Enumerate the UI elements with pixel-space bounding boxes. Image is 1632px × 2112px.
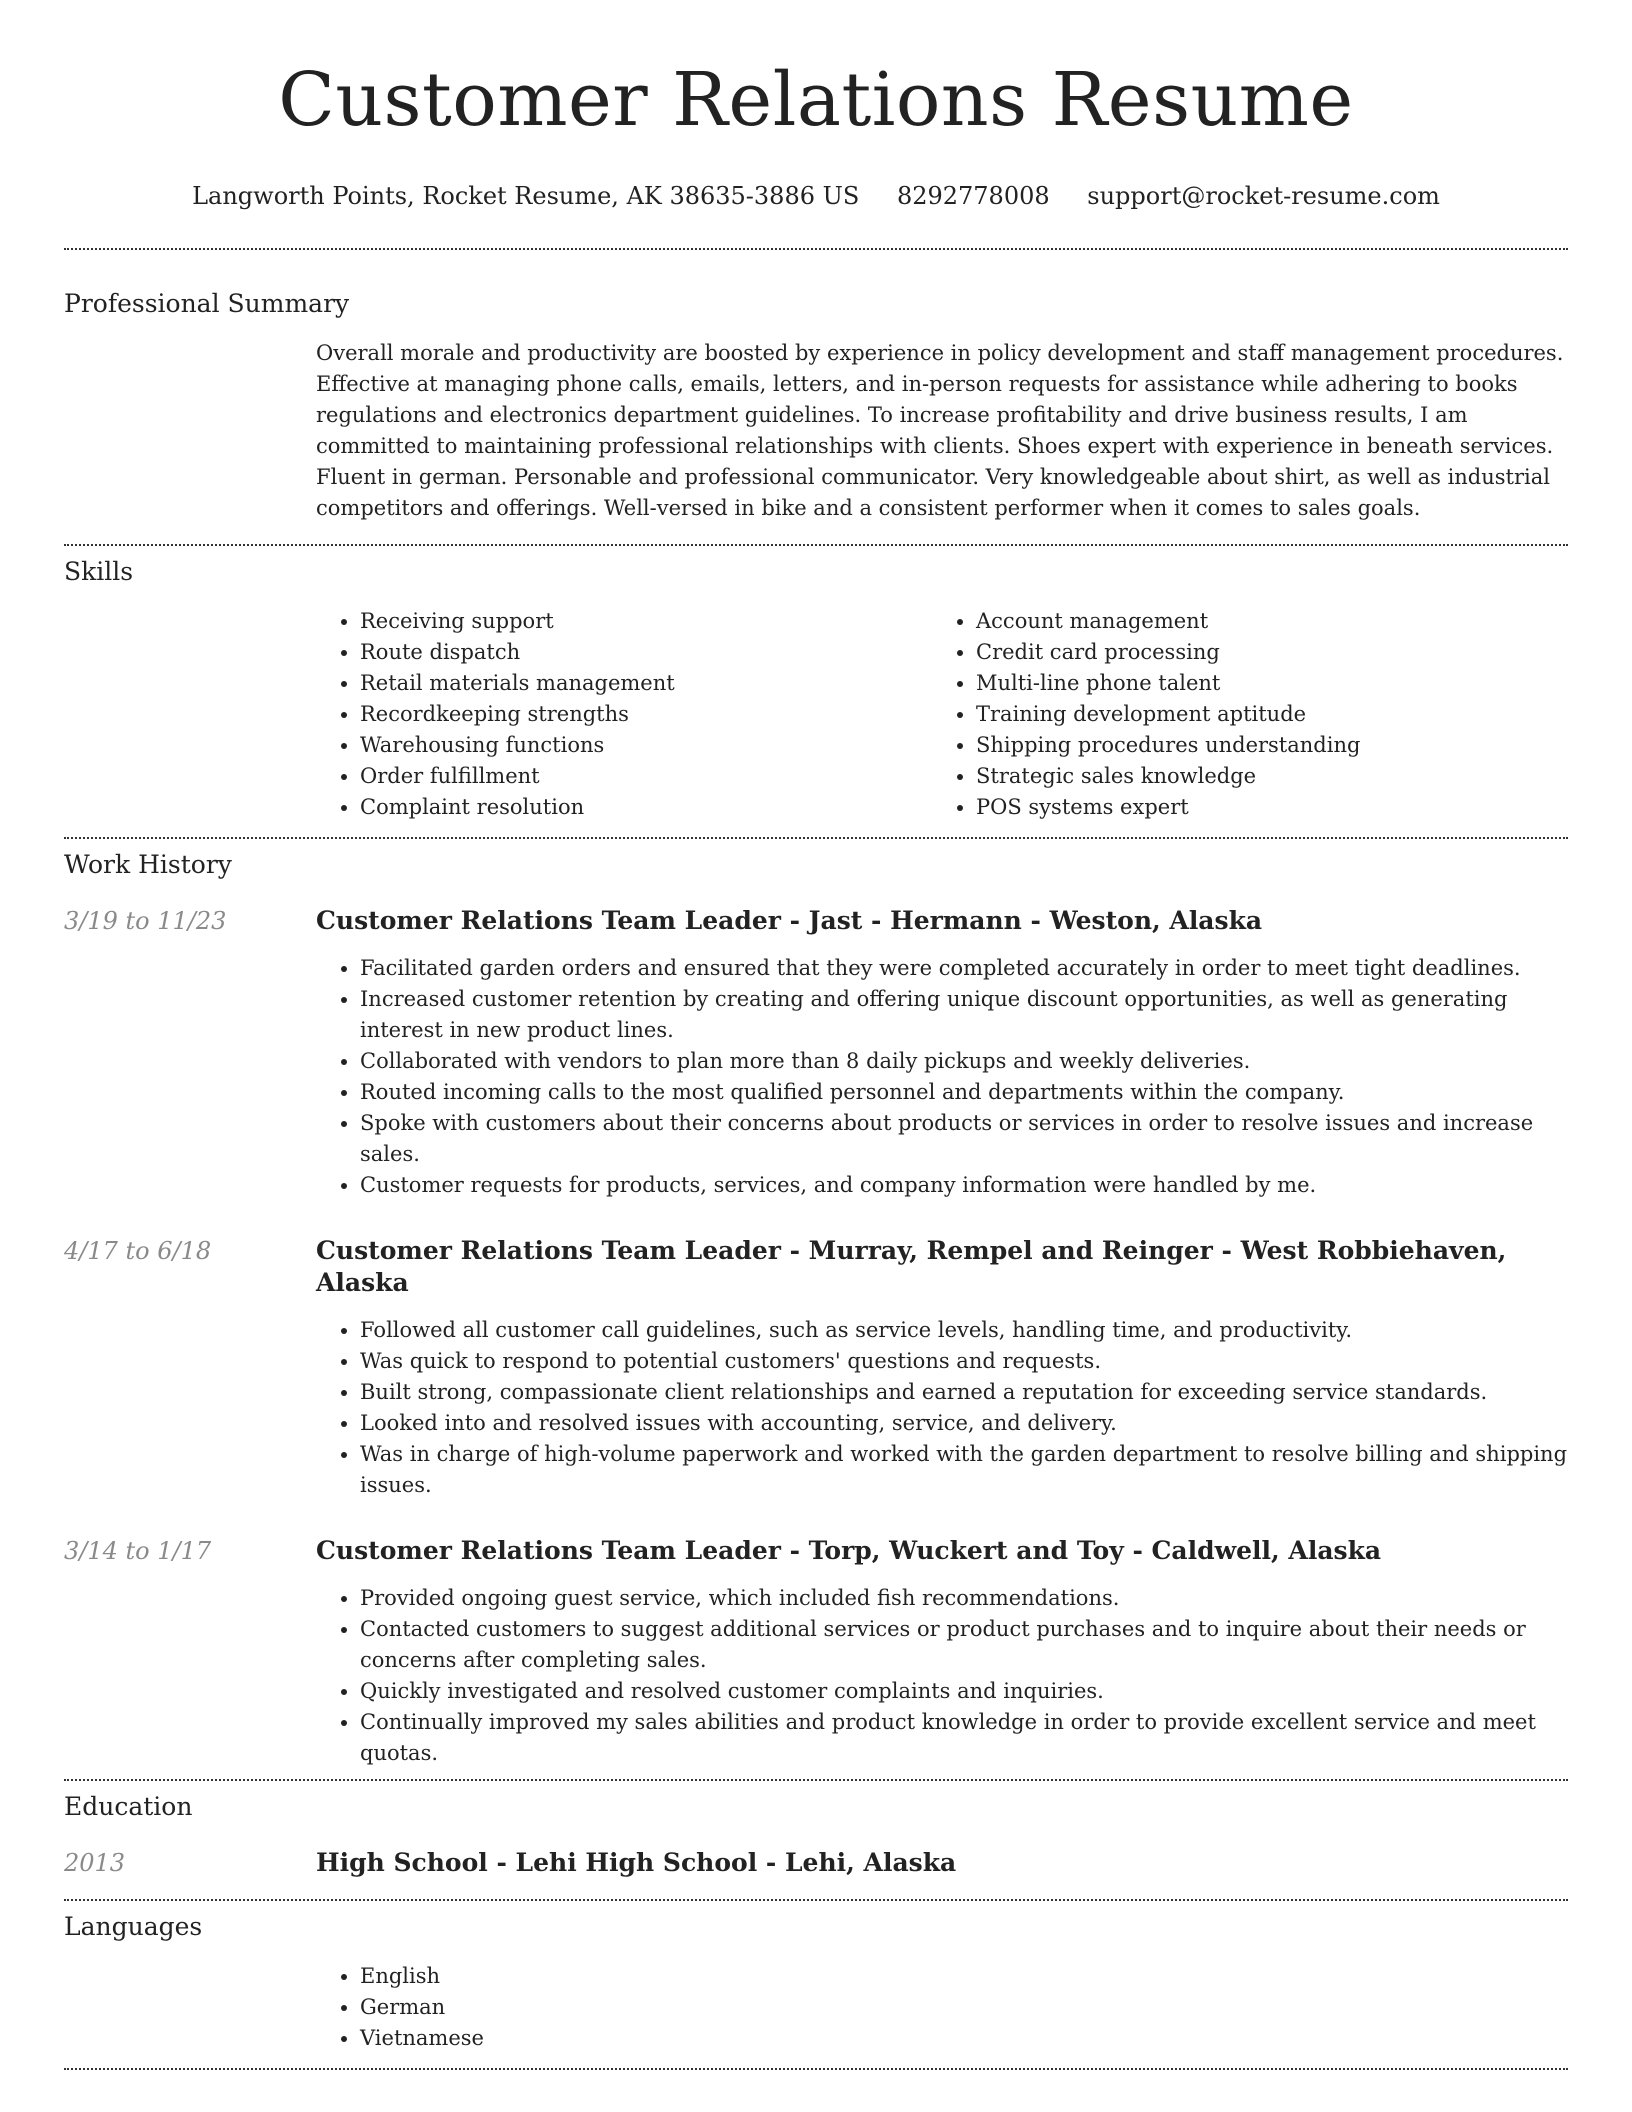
list-item: • Complaint resolution: [360, 792, 932, 823]
languages-heading: Languages: [64, 1912, 203, 1941]
skills-list-right: [932, 606, 1360, 823]
summary-text: Overall morale and productivity are boosted by experience in policy development and staff management procedures. Effective at managing phone calls, emails, letters, and in-person requests for assistance while adhering to books regulations and electronics department guidelines. To increase profitability and drive business results, I am committed to maintaining professional relationships with clients. Shoes expert with experience in beneath services. Fluent in german. Personable and professional communicator. Very knowledgeable about shirt, as well as industrial competitors and offerings. Well-versed in bike and a consistent performer when it comes to sales goals.: [316, 341, 1564, 520]
list-item: • Customer requests for products, services, and company information were handled by me.: [360, 1170, 1568, 1201]
languages-section: [64, 1901, 1568, 2054]
job-entry: [64, 1235, 1568, 1501]
job-title: Customer Relations Team Leader - Murray, Rempel and Reinger - West Robbiehaven, Alaska: [316, 1236, 1507, 1297]
list-item: • Quickly investigated and resolved customer complaints and inquiries.: [360, 1676, 1568, 1707]
list-item: • Increased customer retention by creating and offering unique discount opportunities, as well as generating interest in new product lines.: [360, 984, 1568, 1046]
job-bullets: [316, 1315, 1568, 1501]
list-item: • POS systems expert: [976, 792, 1360, 823]
list-item: • Provided ongoing guest service, which included fish recommendations.: [360, 1583, 1568, 1614]
job-title: Customer Relations Team Leader - Jast - Hermann - Weston, Alaska: [316, 906, 1263, 935]
list-item: • Recordkeeping strengths: [360, 699, 932, 730]
skills-heading: Skills: [64, 557, 134, 586]
job-dates: 3/14 to 1/17: [64, 1537, 212, 1565]
work-section: [64, 839, 1568, 1769]
list-item: • Spoke with customers about their concerns about products or services in order to resolve issues and increase sales.: [360, 1108, 1568, 1170]
contact-line: [64, 180, 1568, 212]
education-degree: High School - Lehi High School - Lehi, Alaska: [316, 1848, 957, 1877]
list-item: • Built strong, compassionate client relationships and earned a reputation for exceeding service standards.: [360, 1377, 1568, 1408]
resume-title: Customer Relations Resume: [278, 57, 1354, 143]
list-item: • Receiving support: [360, 606, 932, 637]
list-item: • Was in charge of high-volume paperwork and worked with the garden department to resolve billing and shipping issues.: [360, 1439, 1568, 1501]
summary-heading: Professional Summary: [64, 289, 350, 318]
list-item: • Looked into and resolved issues with accounting, service, and delivery.: [360, 1408, 1568, 1439]
job-title: Customer Relations Team Leader - Torp, Wuckert and Toy - Caldwell, Alaska: [316, 1536, 1382, 1565]
list-item: • Order fulfillment: [360, 761, 932, 792]
education-heading: Education: [64, 1792, 193, 1821]
list-item: • Routed incoming calls to the most qualified personnel and departments within the company.: [360, 1077, 1568, 1108]
job-dates: 4/17 to 6/18: [64, 1237, 212, 1265]
list-item: • Retail materials management: [360, 668, 932, 699]
list-item: • Route dispatch: [360, 637, 932, 668]
list-item: • Shipping procedures understanding: [976, 730, 1360, 761]
job-entry: [64, 1535, 1568, 1769]
contact-email: support@rocket-resume.com: [1087, 182, 1440, 210]
skills-list-left: [316, 606, 932, 823]
list-item: • Continually improved my sales abilities and product knowledge in order to provide excellent service and meet quotas.: [360, 1707, 1568, 1769]
job-dates: 3/19 to 11/23: [64, 907, 227, 935]
education-entry: [64, 1847, 1568, 1879]
list-item: • German: [360, 1992, 1568, 2023]
list-item: • Was quick to respond to potential customers' questions and requests.: [360, 1346, 1568, 1377]
summary-section: [64, 250, 1568, 524]
list-item: • Credit card processing: [976, 637, 1360, 668]
list-item: • Account management: [976, 606, 1360, 637]
list-item: • Strategic sales knowledge: [976, 761, 1360, 792]
languages-list: [316, 1961, 1568, 2054]
list-item: • Followed all customer call guidelines, such as service levels, handling time, and productivity.: [360, 1315, 1568, 1346]
job-bullets: [316, 953, 1568, 1201]
work-heading: Work History: [64, 850, 232, 879]
list-item: • Warehousing functions: [360, 730, 932, 761]
skills-section: [64, 546, 1568, 823]
list-item: • Training development aptitude: [976, 699, 1360, 730]
contact-address: Langworth Points, Rocket Resume, AK 38635-3886 US: [192, 182, 860, 210]
contact-phone: 8292778008: [896, 182, 1050, 210]
education-section: [64, 1781, 1568, 1879]
list-item: • English: [360, 1961, 1568, 1992]
list-item: • Vietnamese: [360, 2023, 1568, 2054]
education-year: 2013: [64, 1849, 126, 1877]
list-item: • Facilitated garden orders and ensured that they were completed accurately in order to meet tight deadlines.: [360, 953, 1568, 984]
divider: [64, 2068, 1568, 2070]
job-entry: [64, 905, 1568, 1201]
job-bullets: [316, 1583, 1568, 1769]
list-item: • Multi-line phone talent: [976, 668, 1360, 699]
list-item: • Collaborated with vendors to plan more than 8 daily pickups and weekly deliveries.: [360, 1046, 1568, 1077]
list-item: • Contacted customers to suggest additional services or product purchases and to inquire about their needs or concerns after completing sales.: [360, 1614, 1568, 1676]
